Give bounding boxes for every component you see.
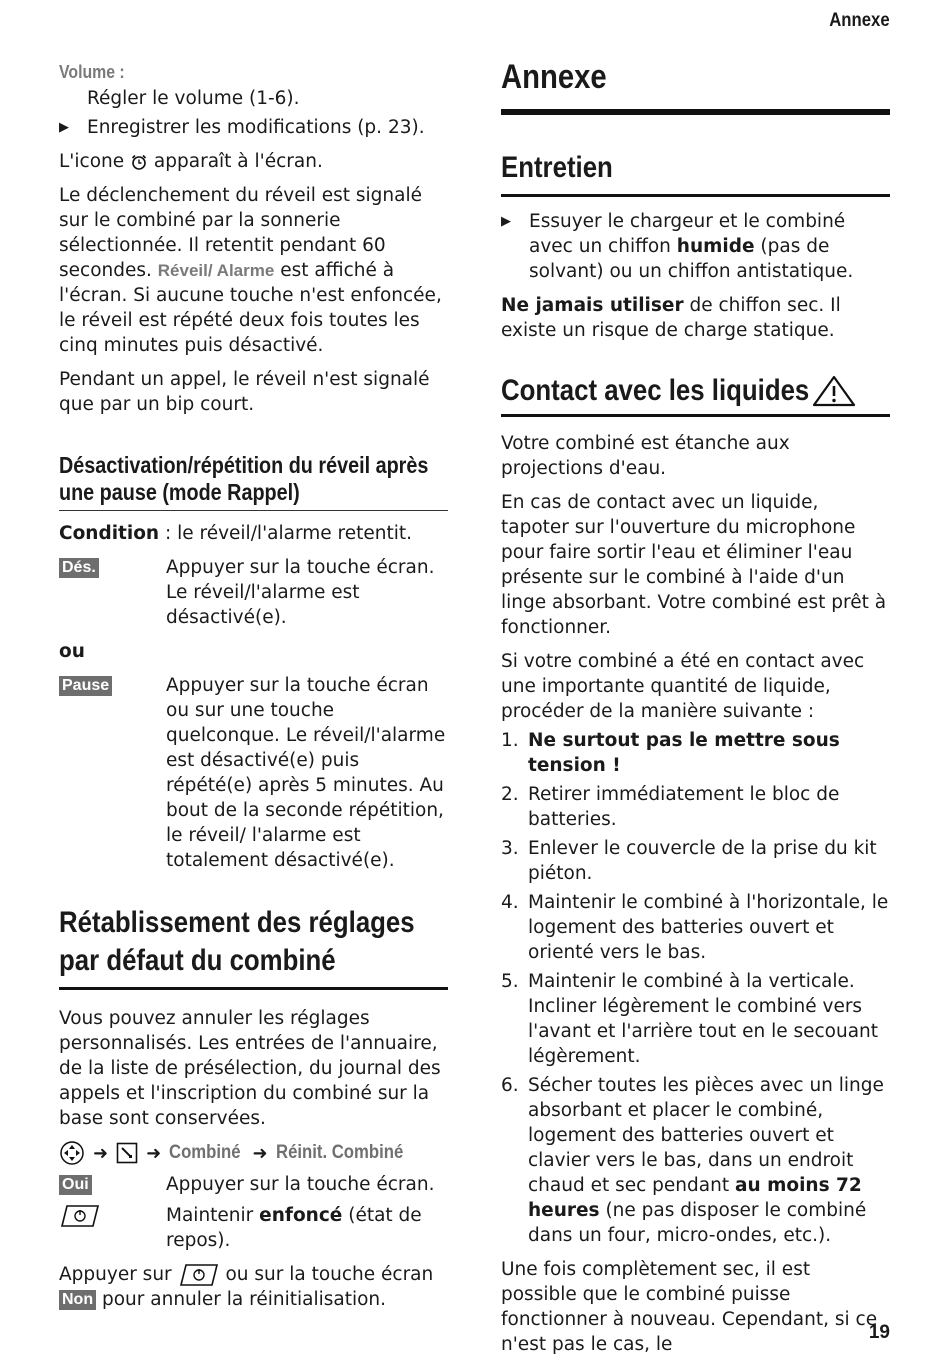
or-label: ou [59, 641, 85, 662]
list-item: 1. Ne surtout pas le mettre sous tension ! [501, 730, 840, 776]
end-call-key-icon [59, 1204, 101, 1228]
pause-row: Pause Appuyer sur la touche écran ou sur une touche quelconque. Le réveil/l'alarme est désactivé(e) puis répété(e) après 5 minutes. Au bout de la seconde répétition, le réveil/ l'alarme est totalement désactivé(e). [59, 673, 448, 873]
liquides-para-3: Si votre combiné a été en contact avec une importante quantité de liquide, procéder de la manière suivante : [501, 651, 865, 722]
divider [501, 109, 890, 115]
bullet-arrow-icon: ▶ [501, 214, 511, 229]
liquides-steps [501, 728, 890, 1248]
liquides-heading-row [501, 372, 890, 410]
annexe-title: Annexe [501, 58, 607, 96]
alarm-icon-line: L'icone apparaît à l'écran. [59, 151, 323, 172]
liquides-heading: Contact avec les liquides [501, 374, 810, 407]
menu-combine: Combiné [169, 1142, 241, 1163]
cancel-instructions: Appuyer sur ou sur la touche écran Non pour annuler la réinitialisation. [59, 1264, 434, 1310]
alarm-description: Le déclenchement du réveil est signalé sur le combiné par la sonnerie sélectionnée. Il retentit pendant 60 secondes. Réveil/ Alarme est affiché à l'écran. Si aucune touche n'est enfoncée, le réveil est répété deux fois toutes les cinq minutes puis désactivé. [59, 185, 442, 356]
right-column [501, 58, 890, 1366]
menu-reinit-combine: Réinit. Combiné [275, 1142, 403, 1163]
divider [501, 414, 890, 417]
end-call-key-icon [178, 1263, 220, 1287]
condition-line: Condition : le réveil/l'alarme retentit. [59, 523, 413, 544]
alarm-display-label: Réveil/ Alarme [157, 261, 275, 280]
divider [501, 194, 890, 197]
non-softkey[interactable]: Non [59, 1290, 96, 1310]
pause-softkey[interactable]: Pause [59, 676, 112, 696]
bullet-arrow-icon: ▶ [59, 120, 69, 135]
reset-description: Vous pouvez annuler les réglages personnalisés. Les entrées de l'annuaire, de la liste de présélection, du journal des appels et l'inscription du combiné sur la base sont conservées. [59, 1008, 441, 1129]
list-item: 5. Maintenir le combiné à la verticale. Incliner légèrement le combiné vers l'avant et l'arrière tout en le secouant légèrement. [501, 971, 879, 1067]
menu-path [59, 1140, 448, 1166]
settings-menu-icon [116, 1142, 138, 1164]
volume-label: Volume : [59, 62, 125, 82]
call-alarm-note: Pendant un appel, le réveil n'est signalé que par un bip court. [59, 369, 430, 415]
list-item: 6. Sécher toutes les pièces avec un linge absorbant et placer le combiné, logement des batteries ouvert et clavier vers le bas, dans un endroit chaud et sec pendant au moins 72 heures (ne pas disposer le combiné dans un four, micro-ondes, etc.). [501, 1075, 884, 1246]
divider [59, 510, 448, 511]
page-number: 19 [868, 1322, 890, 1343]
list-item: 3. Enlever le couvercle de la prise du kit piéton. [501, 838, 877, 884]
divider [59, 987, 448, 990]
path-arrow-icon: ➜ [146, 1142, 162, 1164]
final-para: Une fois complètement sec, il est possible que le combiné puisse fonctionner à nouveau. Cependant, si ce n'est pas le cas, le [501, 1259, 878, 1355]
deactivate-heading: Désactivation/répétition du réveil après une pause (mode Rappel) [59, 452, 429, 505]
hold-row: Maintenir enfoncé (état de repos). [59, 1203, 448, 1253]
path-arrow-icon: ➜ [252, 1142, 268, 1164]
entretien-heading: Entretien [501, 151, 613, 184]
entretien-bullet: ▶ Essuyer le chargeur et le combiné avec un chiffon humide (pas de solvant) ou un chiffon antistatique. [501, 211, 854, 282]
never-note: Ne jamais utiliser de chiffon sec. Il existe un risque de charge statique. [501, 295, 841, 341]
liquides-para-1: Votre combiné est étanche aux projections d'eau. [501, 433, 790, 479]
control-key-icon [59, 1140, 85, 1166]
des-softkey[interactable]: Dés. [59, 558, 99, 578]
warning-triangle-icon [811, 374, 857, 408]
list-item: 2. Retirer immédiatement le bloc de batteries. [501, 784, 840, 830]
oui-row: Oui Appuyer sur la touche écran. [59, 1172, 448, 1197]
running-header: Annexe [829, 10, 890, 31]
alarm-clock-icon [130, 153, 148, 171]
list-item: 4. Maintenir le combiné à l'horizontale, le logement des batteries ouvert et orienté vers le bas. [501, 892, 889, 963]
reset-heading: Rétablissement des réglages par défaut du combiné [59, 906, 415, 977]
save-bullet: ▶ Enregistrer les modifications (p. 23). [59, 117, 425, 138]
oui-softkey[interactable]: Oui [59, 1175, 92, 1195]
volume-text: Régler le volume (1-6). [87, 88, 300, 109]
des-row: Dés. Appuyer sur la touche écran. Le réveil/l'alarme est désactivé(e). [59, 555, 448, 630]
liquides-para-2: En cas de contact avec un liquide, tapoter sur l'ouverture du microphone pour faire sortir l'eau et éliminer l'eau présente sur le combiné à l'aide d'un linge absorbant. Votre combiné est prêt à fonctionner. [501, 492, 887, 638]
left-column [59, 60, 448, 1321]
path-arrow-icon: ➜ [93, 1142, 109, 1164]
